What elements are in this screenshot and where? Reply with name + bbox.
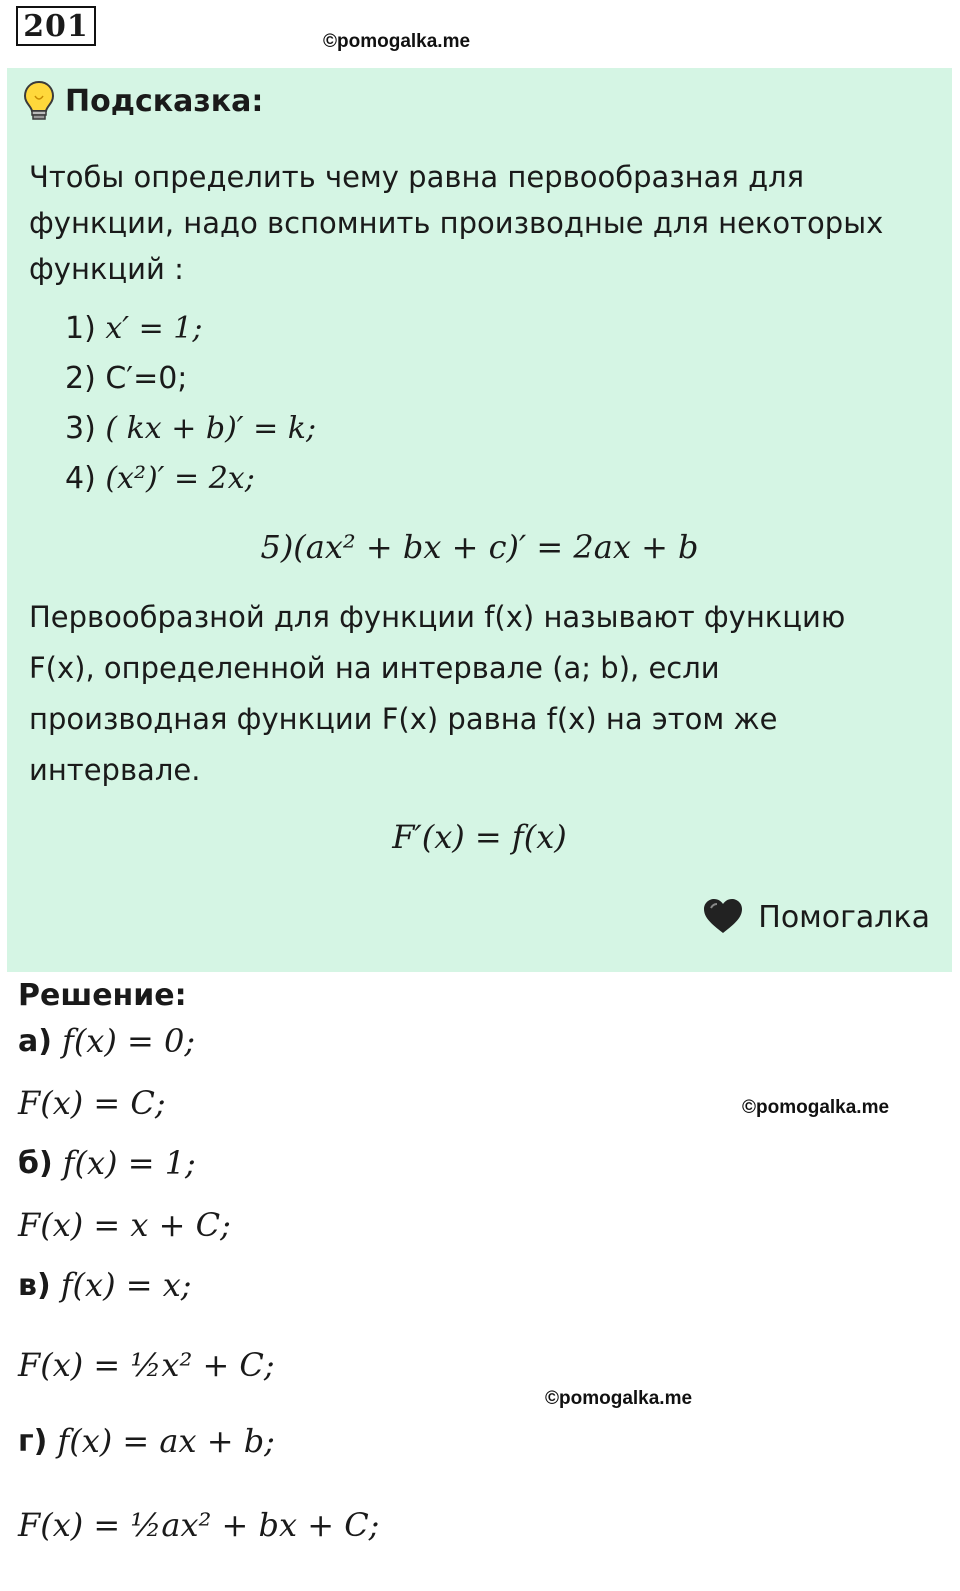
hint-box [7, 68, 952, 972]
watermark: ©pomogalka.me [742, 1097, 890, 1118]
part-F: F(x) = C; [18, 1084, 166, 1122]
part-F: F(x) = x + C; [18, 1206, 231, 1244]
part-F: F(x) = ½ax² + bx + C; [18, 1506, 380, 1544]
solution-title: Решение: [18, 978, 187, 1013]
part-d-F [18, 1506, 379, 1544]
part-c-F [18, 1346, 275, 1384]
part-F: F(x) = ½x² + C; [18, 1346, 275, 1384]
part-a-F [18, 1084, 166, 1122]
hint-item-3 [65, 406, 316, 452]
brand-signature [702, 898, 930, 936]
part-letter: г) [18, 1423, 48, 1459]
hint-item-4 [65, 456, 255, 502]
hint-title: Подсказка: [65, 83, 264, 119]
part-b-F [18, 1206, 231, 1244]
hint-item-2 [65, 356, 187, 402]
heart-icon [702, 898, 744, 936]
part-a-f [18, 1022, 195, 1060]
part-letter: а) [18, 1023, 52, 1059]
part-f: f(x) = 0; [61, 1022, 196, 1060]
part-f: f(x) = ax + b; [57, 1422, 275, 1460]
item-formula: x′ = 1; [105, 311, 203, 346]
item-label: 1) [65, 311, 106, 346]
watermark: ©pomogalka.me [323, 31, 471, 52]
hint-intro: Чтобы определить чему равна первообразная для функции, надо вспомнить производные для некоторых функций : [29, 160, 884, 286]
item-formula: C′=0; [105, 361, 188, 396]
hint-definition: Первообразной для функции f(x) называют функцию F(x), определенной на интервале (a; b), если производная функции F(x) равна f(x) на этом же интервале. [29, 600, 846, 787]
item-label: 4) [65, 461, 106, 496]
part-letter: в) [18, 1267, 51, 1303]
item-formula: ( kx + b)′ = k; [105, 411, 317, 446]
part-letter: б) [18, 1145, 53, 1181]
item-label: 3) [65, 411, 106, 446]
main-formula: F′(x) = f(x) [392, 818, 567, 856]
part-b-f [18, 1144, 196, 1182]
hint-item-5: 5)(ax² + bx + c)′ = 2ax + b [260, 528, 699, 566]
part-f: f(x) = 1; [62, 1144, 196, 1182]
part-f: f(x) = x; [60, 1266, 192, 1304]
part-d-f [18, 1422, 275, 1460]
hint-item-1 [65, 306, 202, 352]
lightbulb-icon [23, 80, 55, 122]
watermark: ©pomogalka.me [545, 1388, 693, 1409]
item-label: 2) [65, 361, 106, 396]
brand-name: Помогалка [758, 899, 930, 935]
hint-header [23, 80, 263, 122]
task-number: 201 [16, 6, 96, 46]
part-c-f [18, 1266, 192, 1304]
item-formula: (x²)′ = 2x; [105, 461, 255, 496]
